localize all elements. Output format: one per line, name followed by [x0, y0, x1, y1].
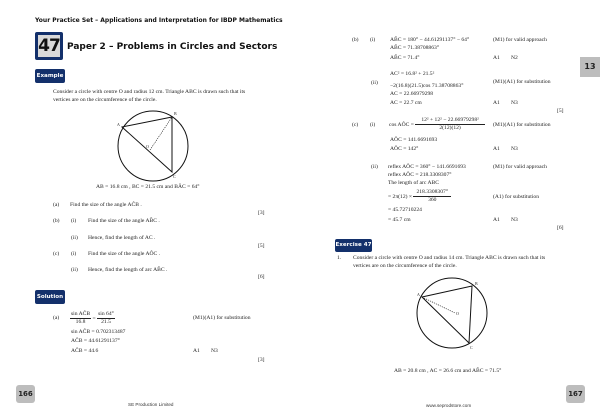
example-intro-line: vertices are on the circumference of the circle. [53, 97, 157, 103]
mark-note: N2 [511, 55, 518, 61]
label-o: O [146, 144, 149, 149]
sol-line: −2(16.8)(21.5)cos 71.38708863° [390, 83, 464, 89]
mark-note: N3 [511, 100, 518, 106]
sol-line: AC = 22.66979298 [390, 91, 434, 97]
sol-line: reflex AÔC = 360° − 141.6691693 [388, 164, 466, 170]
mark-note: (A1) for substitution [493, 194, 539, 200]
example-caption: AB = 16.8 cm , BC = 21.5 cm and BÂC = 64° [96, 184, 200, 190]
footer-right: www.seprodstore.com [426, 403, 472, 408]
label-c: C [470, 345, 473, 350]
sol-line: AĈB = 44.6 [71, 348, 99, 354]
circle [417, 278, 487, 348]
mark-note: (M1)(A1) for substitution [493, 122, 551, 128]
mark-note: A1 [493, 146, 500, 152]
q-text: Hence, find the length of arc AB̂C . [88, 267, 168, 273]
chapter-number: 47 [38, 36, 60, 56]
q-mark: [6] [258, 274, 265, 280]
mark-note: (M1) for valid approach [493, 164, 547, 170]
q-sub: (ii) [71, 267, 78, 273]
exercise-caption: AB = 20.8 cm , AC = 26.6 cm and AB̂C = 71.5° [394, 368, 502, 374]
sol-line: AÔC = 141.6691693 [390, 137, 438, 143]
sol-line: AB̂C = 180° − 44.61291137° − 64° [390, 37, 470, 43]
solution-label: Solution [35, 290, 65, 304]
mark-note: N3 [511, 217, 518, 223]
sol-line: reflex AÔC = 218.3308307° [388, 172, 452, 178]
q-sub: (i) [71, 218, 77, 224]
sol-line: AC² = 16.8² + 21.5² [390, 71, 435, 77]
equals: = [92, 315, 96, 322]
q-mark: [3] [258, 210, 265, 216]
exercise-intro-line: Consider a circle with centre O and radius 14 cm. Triangle ABC is drawn such that its [353, 255, 546, 261]
cos-line [389, 117, 485, 132]
mark-note: A1 [193, 348, 200, 354]
radius-ob [150, 117, 172, 150]
mark-note: A1 [493, 217, 500, 223]
cos-lhs: cos AÔC = [389, 121, 414, 128]
label-b: B [475, 281, 478, 286]
radius-oa [422, 297, 455, 313]
sol-sub: (ii) [371, 164, 378, 170]
fraction-numerator: 12² + 12² − 22.66979298² [415, 117, 485, 125]
q-part: (c) [53, 251, 60, 257]
q-sub: (ii) [71, 235, 78, 241]
arc-lhs: = 2π(12) × [388, 193, 413, 200]
exercise-circle-diagram [410, 272, 500, 352]
sol-line: The length of arc ABC [388, 180, 439, 186]
q-text: Find the size of the angle AÔC . [88, 251, 161, 257]
sol-mark: [6] [557, 225, 564, 231]
mark-note: A1 [493, 100, 500, 106]
fraction-denominator: 21.5 [101, 319, 111, 325]
sol-line: AB̂C = 71.4° [390, 55, 420, 61]
fraction-denominator: 2(12)(12) [439, 125, 461, 131]
section-tab: 13 [580, 57, 600, 77]
sol-fraction-line [70, 311, 115, 326]
example-intro-line: Consider a circle with centre O and radius 12 cm. Triangle ABC is drawn such that its [53, 89, 246, 95]
sol-line: = 45.7 cm [388, 217, 411, 223]
sol-line: AÔC = 142° [390, 146, 419, 152]
label-c: C [173, 174, 176, 179]
footer-left: SE Production Limited [128, 402, 174, 407]
label-a: A [417, 292, 420, 297]
mark-note: (M1)(A1) for substitution [193, 315, 251, 321]
example-label: Example [35, 69, 65, 83]
q-part: (a) [53, 202, 60, 208]
sol-part: (c) [352, 122, 359, 128]
q-part: (b) [53, 218, 60, 224]
exercise-number: 1. [337, 255, 342, 261]
q-sub: (i) [71, 251, 77, 257]
example-circle-diagram [110, 108, 200, 183]
sol-mark: [3] [258, 357, 265, 363]
q-text: Find the size of the angle AB̂C . [88, 218, 160, 224]
sol-line: AĈB = 44.61291137° [71, 338, 120, 344]
exercise-intro-line: vertices are on the circumference of the circle. [353, 263, 457, 269]
fraction-numerator: sin 64° [98, 311, 114, 317]
arc-line [388, 189, 451, 204]
label-o: O [456, 311, 459, 316]
running-header: Your Practice Set – Applications and Interpretation for IBDP Mathematics [35, 17, 283, 24]
fraction-numerator: sin AĈB [71, 311, 91, 317]
sol-sub: (i) [370, 122, 376, 128]
sol-line: AC = 22.7 cm [390, 100, 422, 106]
mark-note: N3 [211, 348, 218, 354]
sol-part: (a) [53, 315, 60, 321]
fraction-denominator: 16.8 [75, 319, 86, 325]
page-number-right: 167 [566, 385, 585, 403]
label-a: A [117, 122, 120, 127]
sol-line: AB̂C = 71.38708863° [390, 45, 440, 51]
sol-line: = 45.72710224 [388, 207, 422, 213]
fraction-denominator: 360 [428, 197, 437, 203]
fraction-numerator: 218.3308307° [413, 189, 451, 197]
sol-sub: (ii) [371, 80, 378, 86]
sol-part: (b) [352, 37, 359, 43]
sol-line: sin AĈB = 0.702313487 [71, 329, 126, 335]
chapter-title: Paper 2 – Problems in Circles and Sectors [67, 42, 278, 52]
sol-mark: [5] [557, 108, 564, 114]
q-mark: [5] [258, 243, 265, 249]
sol-sub: (i) [370, 37, 376, 43]
page-number-left: 166 [16, 385, 35, 403]
exercise-label: Exercise 47 [335, 239, 372, 252]
chapter-badge [35, 32, 63, 60]
mark-note: (M1) for valid approach [493, 37, 547, 43]
q-text: Hence, find the length of AC . [88, 235, 156, 241]
triangle-abc [422, 286, 472, 343]
q-text: Find the size of the angle AĈB . [70, 202, 142, 208]
mark-note: N3 [511, 146, 518, 152]
label-b: B [174, 111, 177, 116]
mark-note: A1 [493, 55, 500, 61]
mark-note: (M1)(A1) for substitution [493, 79, 551, 85]
